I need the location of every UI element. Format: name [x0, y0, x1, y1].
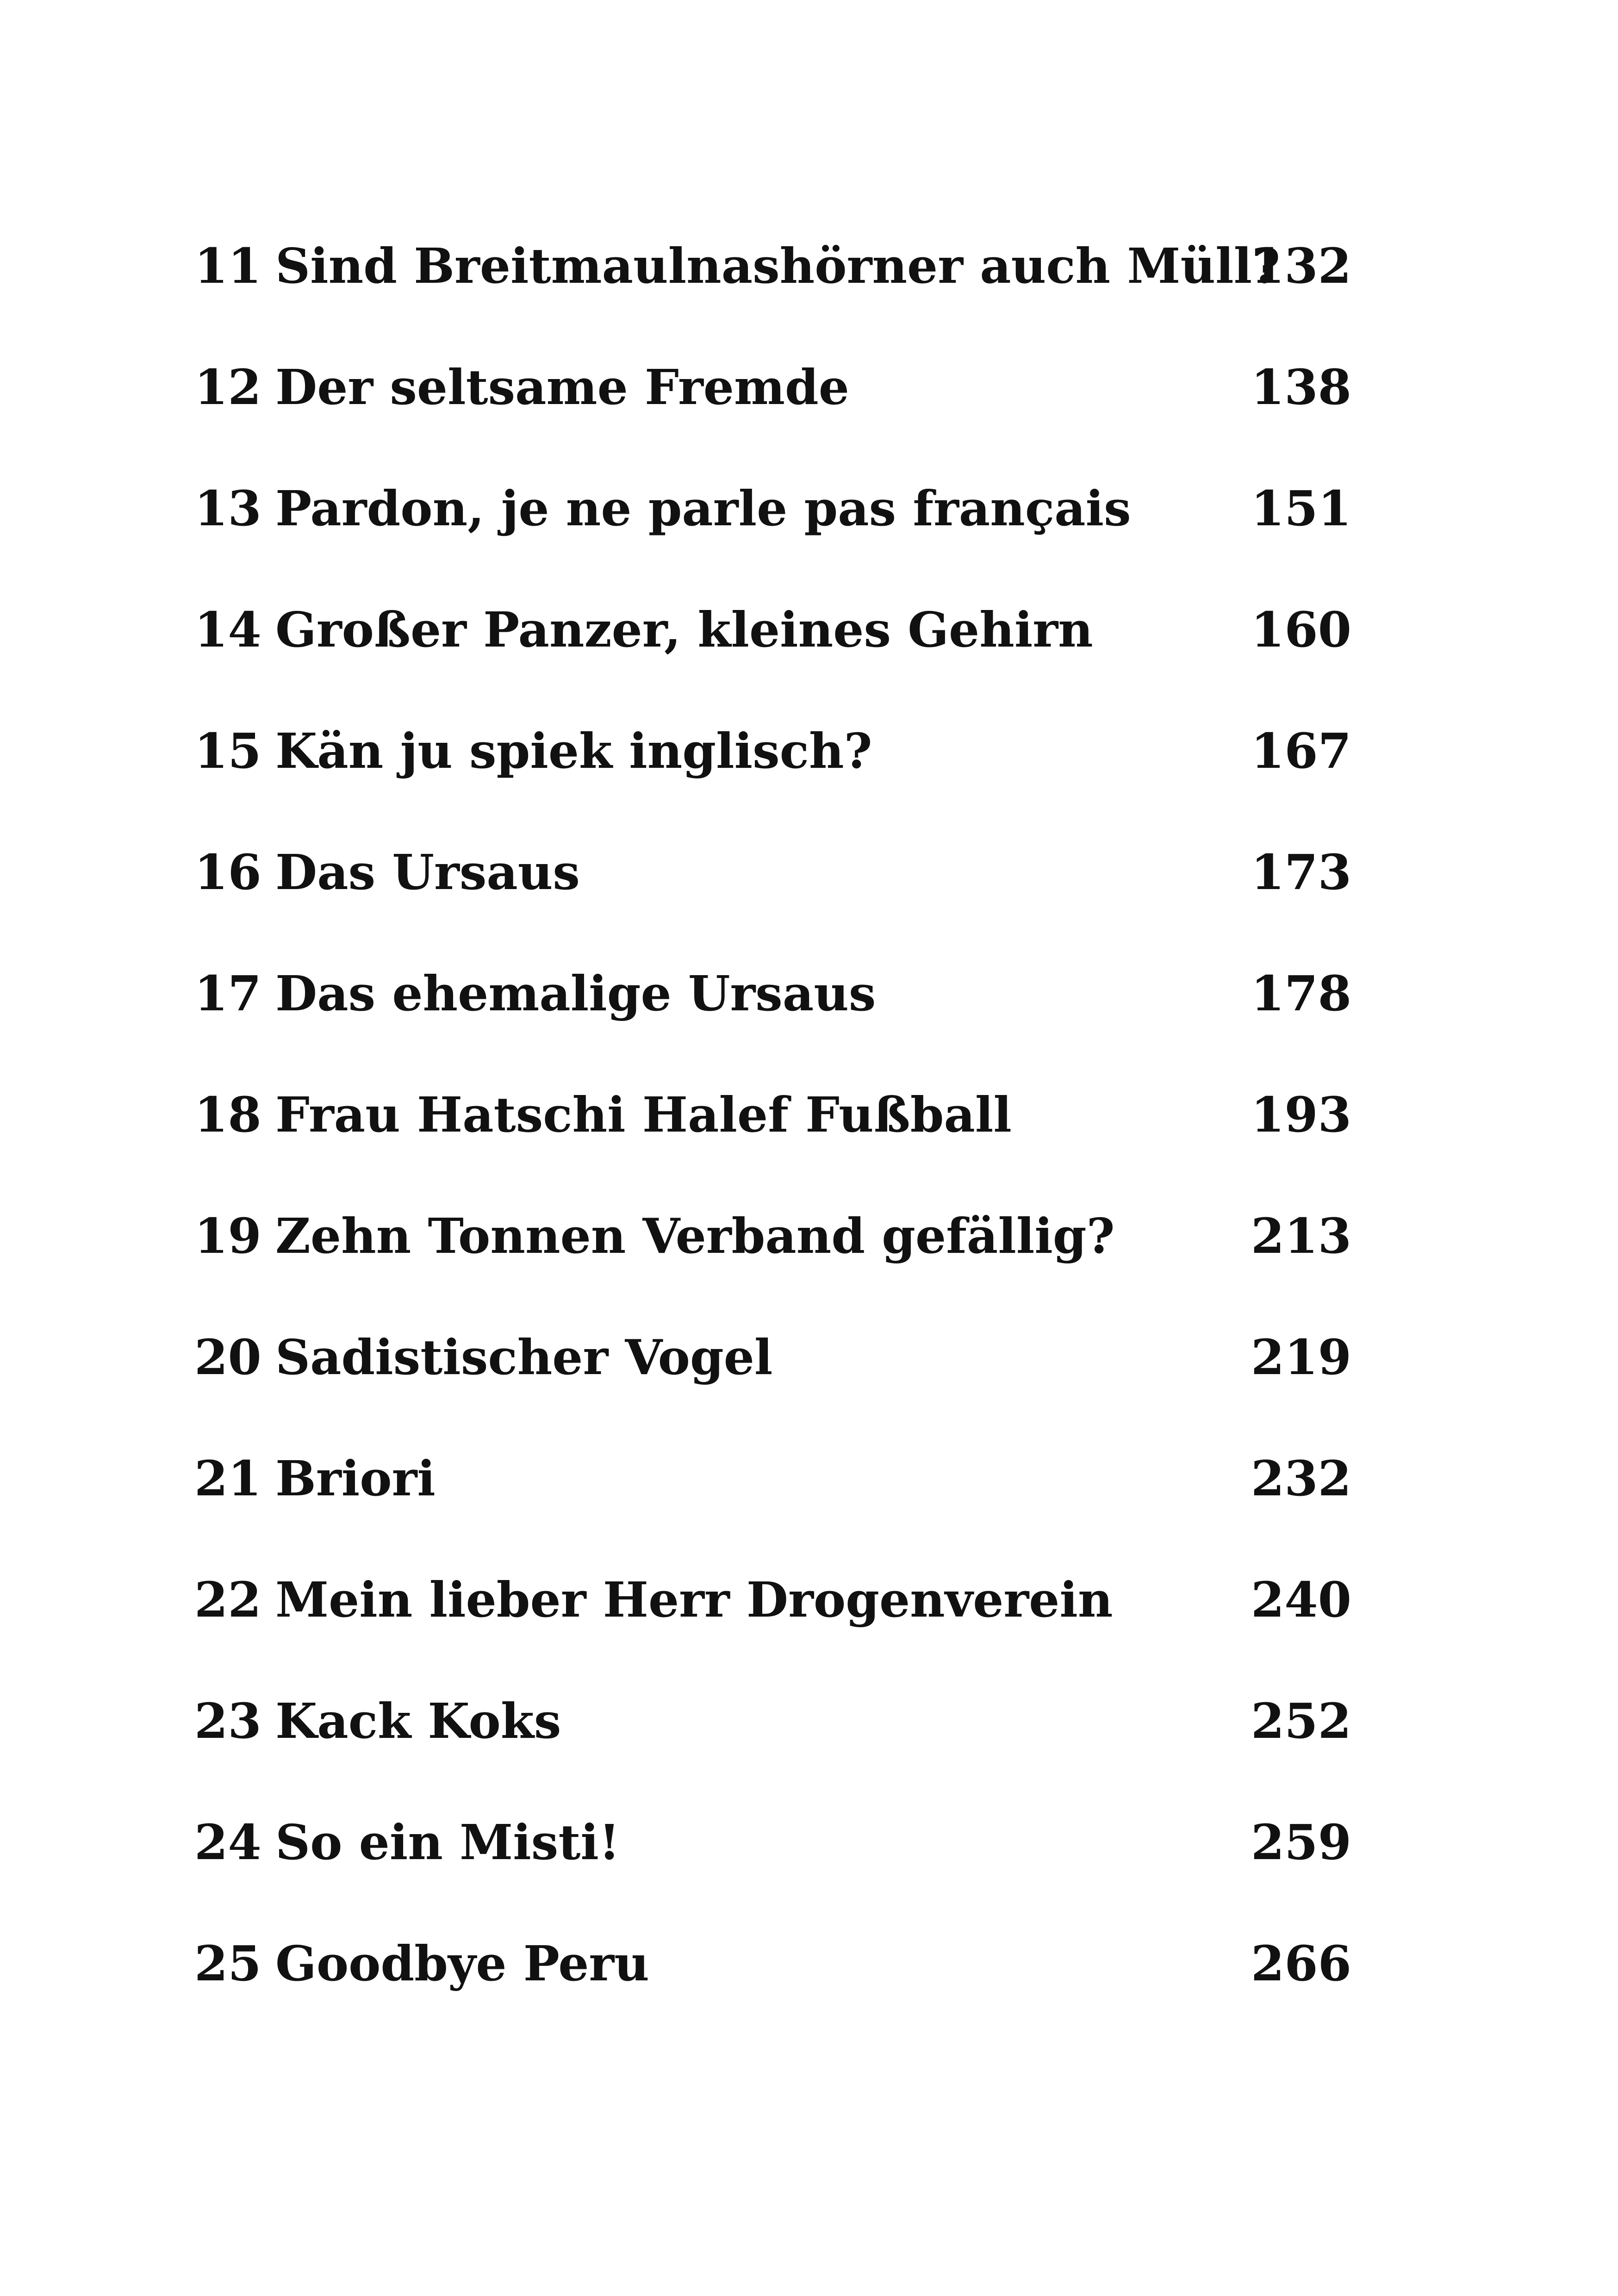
chapter-title: Großer Panzer, kleines Gehirn: [275, 601, 1093, 658]
page-number: 160: [1251, 601, 1351, 658]
chapter-title: Goodbye Peru: [275, 1935, 649, 1992]
chapter-title: Mein lieber Herr Drogenverein: [275, 1571, 1113, 1628]
toc-entry: [194, 231, 1351, 353]
page-number: 259: [1251, 1814, 1351, 1871]
page-number: 138: [1251, 359, 1351, 416]
toc-entry: [194, 1444, 1351, 1565]
toc-entry: [194, 716, 1351, 838]
page-number: 266: [1251, 1935, 1351, 1992]
chapter-title: Sadistischer Vogel: [275, 1329, 773, 1386]
page-number: 132: [1251, 237, 1351, 294]
chapter-title: Pardon, je ne parle pas français: [275, 480, 1131, 537]
toc-entry: [194, 1080, 1351, 1201]
page-number: 178: [1251, 965, 1351, 1022]
chapter-number: 16: [194, 844, 261, 901]
page-number: 219: [1251, 1329, 1351, 1386]
page-number: 173: [1251, 844, 1351, 901]
toc-entry: [194, 353, 1351, 474]
page-number: 167: [1251, 722, 1351, 779]
chapter-number: 18: [194, 1086, 261, 1143]
toc-entry: [194, 1808, 1351, 1929]
chapter-number: 11: [194, 237, 261, 294]
chapter-title: Briori: [275, 1450, 436, 1507]
chapter-number: 21: [194, 1450, 261, 1507]
chapter-number: 14: [194, 601, 261, 658]
chapter-number: 15: [194, 722, 261, 779]
chapter-number: 12: [194, 359, 261, 416]
toc-entry: [194, 595, 1351, 716]
page-number: 240: [1251, 1571, 1351, 1628]
toc-entry: [194, 474, 1351, 595]
toc-entry: [194, 959, 1351, 1080]
page-number: 151: [1251, 480, 1351, 537]
chapter-title: Sind Breitmaulnashörner auch Müll?: [275, 237, 1281, 294]
chapter-number: 13: [194, 480, 261, 537]
chapter-title: Kän ju spiek inglisch?: [275, 722, 872, 779]
chapter-title: Zehn Tonnen Verband gefällig?: [275, 1207, 1115, 1264]
toc-entry: [194, 1565, 1351, 1686]
toc-entry: [194, 1929, 1351, 2050]
chapter-number: 23: [194, 1692, 261, 1749]
chapter-number: 24: [194, 1814, 261, 1871]
page-number: 252: [1251, 1692, 1351, 1749]
chapter-number: 19: [194, 1207, 261, 1264]
chapter-title: Frau Hatschi Halef Fußball: [275, 1086, 1012, 1143]
toc-entry: [194, 1323, 1351, 1444]
chapter-number: 17: [194, 965, 261, 1022]
chapter-title: Der seltsame Fremde: [275, 359, 849, 416]
chapter-number: 22: [194, 1571, 261, 1628]
chapter-title: Kack Koks: [275, 1692, 561, 1749]
toc-entry: [194, 838, 1351, 959]
chapter-title: Das Ursaus: [275, 844, 580, 901]
table-of-contents: [194, 231, 1351, 2050]
page-number: 213: [1251, 1207, 1351, 1264]
chapter-title: Das ehemalige Ursaus: [275, 965, 876, 1022]
page-number: 193: [1251, 1086, 1351, 1143]
toc-entry: [194, 1686, 1351, 1808]
page-number: 232: [1251, 1450, 1351, 1507]
chapter-title: So ein Misti!: [275, 1814, 620, 1871]
chapter-number: 25: [194, 1935, 261, 1992]
chapter-number: 20: [194, 1329, 261, 1386]
toc-entry: [194, 1201, 1351, 1323]
